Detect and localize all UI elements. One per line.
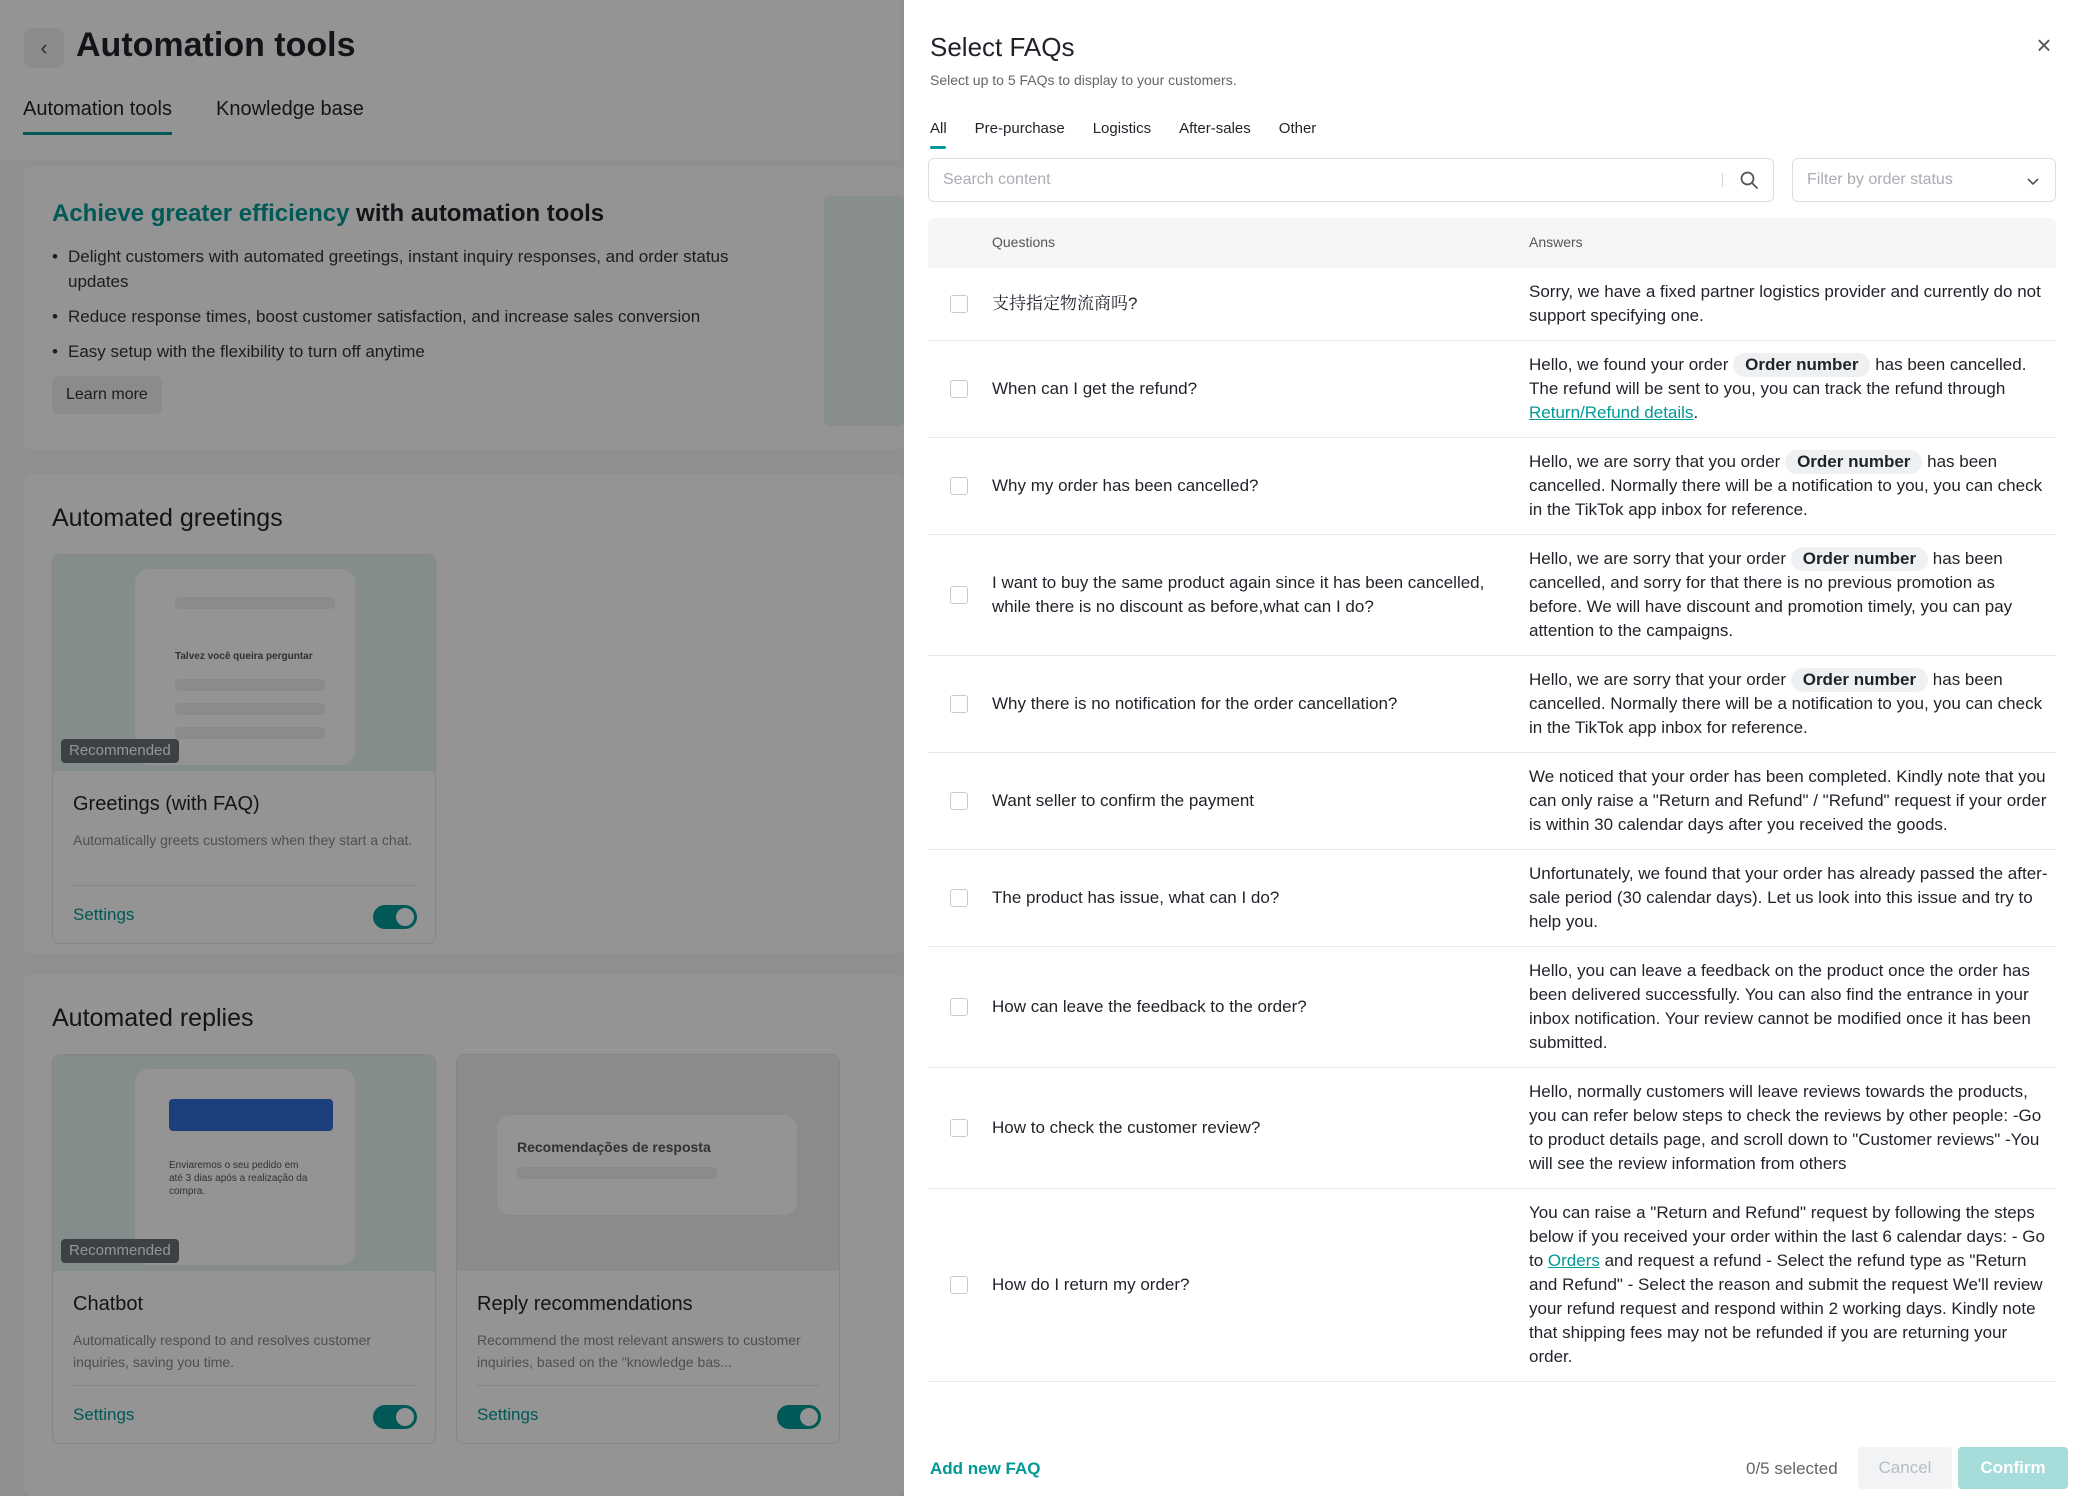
checkbox-cell: [928, 753, 992, 849]
checkbox-cell: [928, 438, 992, 534]
preview-window: Talvez você queira perguntar: [135, 569, 355, 765]
question-cell: How can leave the feedback to the order?: [992, 997, 1307, 1016]
tab-pre-purchase[interactable]: Pre-purchase: [974, 120, 1065, 137]
question-cell: Why my order has been cancelled?: [992, 476, 1259, 495]
question-cell: I want to buy the same product again since it has been cancelled, while there is no discount as before,what can I do?: [992, 573, 1485, 616]
question-cell: 支持指定物流商吗?: [992, 294, 1138, 313]
answer-cell: We noticed that your order has been completed. Kindly note that you can only raise a "Return and Refund" / "Refund" request if your order is within 30 calendar days after you received the goods.: [1529, 767, 2047, 834]
settings-link[interactable]: Settings: [73, 905, 135, 924]
section-title: Automated replies: [52, 1004, 254, 1032]
answer-cell: [1529, 1189, 2056, 1381]
answer-text: Hello, we found your order: [1529, 355, 1734, 374]
card-title: Reply recommendations: [477, 1293, 693, 1315]
tab-logistics[interactable]: Logistics: [1092, 120, 1152, 137]
answer-link[interactable]: Orders: [1547, 1251, 1600, 1270]
order-number-tag: Order number: [1791, 547, 1928, 571]
row-checkbox[interactable]: [950, 1276, 968, 1294]
row-checkbox[interactable]: [950, 695, 968, 713]
drawer-subtitle: Select up to 5 FAQs to display to your customers.: [930, 72, 1237, 88]
answer-cell: Sorry, we have a fixed partner logistics provider and currently do not support specifying one.: [1529, 282, 2041, 325]
settings-link[interactable]: Settings: [73, 1405, 135, 1424]
order-status-filter[interactable]: [1792, 158, 2056, 202]
checkbox-cell: [928, 1068, 992, 1188]
table-row[interactable]: [928, 947, 2056, 1068]
card-title: Greetings (with FAQ): [73, 793, 260, 815]
selected-count: 0/5 selected: [1746, 1459, 1838, 1478]
faq-category-tabs: [930, 120, 1344, 149]
row-checkbox[interactable]: [950, 889, 968, 907]
banner-bullet: • Delight customers with automated greetings, instant inquiry responses, and order status updates: [52, 244, 772, 294]
checkbox-cell: [928, 268, 992, 340]
row-checkbox[interactable]: [950, 998, 968, 1016]
learn-more-button[interactable]: Learn more: [52, 376, 162, 414]
tab-other[interactable]: Other: [1278, 120, 1317, 137]
tab-after-sales[interactable]: After-sales: [1179, 120, 1251, 137]
table-row[interactable]: [928, 1189, 2056, 1382]
checkbox-cell: [928, 947, 992, 1067]
question-cell: When can I get the refund?: [992, 379, 1198, 398]
question-cell: Want seller to confirm the payment: [992, 791, 1255, 810]
checkbox-cell: [928, 535, 992, 655]
answer-text: .: [1693, 403, 1699, 422]
section-title: Automated greetings: [52, 504, 283, 532]
answer-text: has been cancelled. Normally there will be a notification to you, you can check in the TikTok app inbox for reference.: [1529, 670, 2043, 737]
card-description: Recommend the most relevant answers to customer inquiries, based on the "knowledge bas...: [477, 1332, 801, 1370]
table-row[interactable]: [928, 656, 2056, 753]
table-row[interactable]: [928, 753, 2056, 850]
row-checkbox[interactable]: [950, 792, 968, 810]
search-icon[interactable]: [1739, 170, 1759, 190]
card-description: Automatically greets customers when they start a chat.: [73, 832, 413, 848]
answer-text: has been cancelled. The refund will be sent to you, you can track the refund through: [1529, 355, 2027, 398]
answer-cell: Hello, normally customers will leave reviews towards the products, you can refer below steps to check the reviews by other people: -Go to product details page, and scroll down to "Customer reviews" -You will see the review information from others: [1529, 1082, 2042, 1173]
question-cell: How do I return my order?: [992, 1275, 1190, 1294]
answer-text: Hello, we are sorry that your order: [1529, 670, 1791, 689]
banner-bullet: • Reduce response times, boost customer satisfaction, and increase sales conversion: [52, 304, 772, 329]
checkbox-cell: [928, 1189, 992, 1381]
answer-text: and request a refund - Select the refund type as "Return and Refund" - Select the reason and submit the request We'll review your refund request and respond within 2 working days. Kindly note that shipping fees may not be refunded if you are returning your order.: [1529, 1251, 2043, 1366]
page-title: Automation tools: [76, 26, 356, 64]
checkbox-cell: [928, 850, 992, 946]
order-number-tag: Order number: [1733, 353, 1870, 377]
checkbox-cell: [928, 656, 992, 752]
checkbox-cell: [928, 341, 992, 437]
row-checkbox[interactable]: [950, 586, 968, 604]
close-button[interactable]: [2029, 30, 2059, 60]
column-header-questions: Questions: [992, 234, 1056, 250]
table-header: [928, 218, 2056, 268]
answer-cell: [1529, 656, 2056, 752]
drawer-footer: [904, 1435, 2081, 1496]
question-cell: The product has issue, what can I do?: [992, 888, 1280, 907]
answer-link[interactable]: Return/Refund details: [1529, 403, 1694, 422]
card-title: Chatbot: [73, 1293, 144, 1315]
answer-text: Hello, we are sorry that your order: [1529, 549, 1791, 568]
row-checkbox[interactable]: [950, 477, 968, 495]
row-checkbox[interactable]: [950, 295, 968, 313]
row-checkbox[interactable]: [950, 1119, 968, 1137]
add-new-faq-button[interactable]: Add new FAQ: [930, 1459, 1041, 1478]
table-row[interactable]: [928, 1068, 2056, 1189]
recommended-badge: Recommended: [61, 1239, 179, 1263]
tab-automation-tools[interactable]: Automation tools: [23, 98, 172, 120]
table-row[interactable]: [928, 535, 2056, 656]
answer-text: has been cancelled, and sorry for that there is no previous promotion as before. We will have discount and promotion timely, you can pay attention to the campaigns.: [1529, 549, 2013, 640]
drawer-title: Select FAQs: [930, 32, 1075, 62]
answer-cell: Hello, you can leave a feedback on the product once the order has been delivered successfully. You can also find the entrance in your inbox notification. Your review cannot be modified once it has been submitted.: [1529, 961, 2031, 1052]
filter-placeholder: Filter by order status: [1807, 171, 1953, 188]
table-row[interactable]: [928, 438, 2056, 535]
recommended-badge: Recommended: [61, 739, 179, 763]
search-box: [928, 158, 1774, 202]
table-row[interactable]: [928, 268, 2056, 341]
faq-table: [928, 268, 2056, 1435]
order-number-tag: Order number: [1785, 450, 1922, 474]
banner-title: Achieve greater efficiency with automation tools: [52, 200, 605, 227]
order-number-tag: Order number: [1791, 668, 1928, 692]
preview-window: Enviaremos o seu pedido em até 3 dias após a realização da compra.: [135, 1069, 355, 1265]
search-input[interactable]: [943, 159, 1703, 201]
question-cell: How to check the customer review?: [992, 1118, 1261, 1137]
answer-cell: [1529, 535, 2056, 655]
chevron-left-icon: ‹: [40, 35, 48, 60]
banner-bullet: • Easy setup with the flexibility to turn off anytime: [52, 339, 772, 364]
card-description: Automatically respond to and resolves customer inquiries, saving you time.: [73, 1332, 372, 1370]
column-header-answers: Answers: [1529, 234, 1583, 250]
confirm-button[interactable]: Confirm: [1958, 1447, 2068, 1489]
select-faqs-drawer: [904, 0, 2081, 1496]
close-icon: ×: [2036, 30, 2052, 60]
table-row[interactable]: [928, 850, 2056, 947]
answer-text: has been cancelled. Normally there will be a notification to you, you can check in the TikTok app inbox for reference.: [1529, 452, 2043, 519]
answer-cell: Unfortunately, we found that your order has already passed the after-sale period (30 calendar days). Let us look into this issue and try to help you.: [1529, 864, 2048, 931]
question-cell: Why there is no notification for the order cancellation?: [992, 694, 1398, 713]
row-checkbox[interactable]: [950, 380, 968, 398]
chevron-down-icon: [2025, 173, 2041, 189]
table-row[interactable]: [928, 341, 2056, 438]
answer-text: You can raise a "Return and Refund" request by following the steps below if you received your order within the last 6 calendar days: - Go to: [1529, 1203, 2045, 1270]
cancel-button[interactable]: Cancel: [1858, 1447, 1952, 1489]
answer-cell: [1529, 438, 2056, 534]
answer-text: Hello, we are sorry that you order: [1529, 452, 1786, 471]
preview-window: Recomendações de resposta: [497, 1115, 797, 1215]
answer-cell: [1529, 341, 2056, 437]
settings-link[interactable]: Settings: [477, 1405, 539, 1424]
tab-knowledge-base[interactable]: Knowledge base: [216, 98, 364, 120]
tab-all[interactable]: All: [930, 120, 947, 149]
